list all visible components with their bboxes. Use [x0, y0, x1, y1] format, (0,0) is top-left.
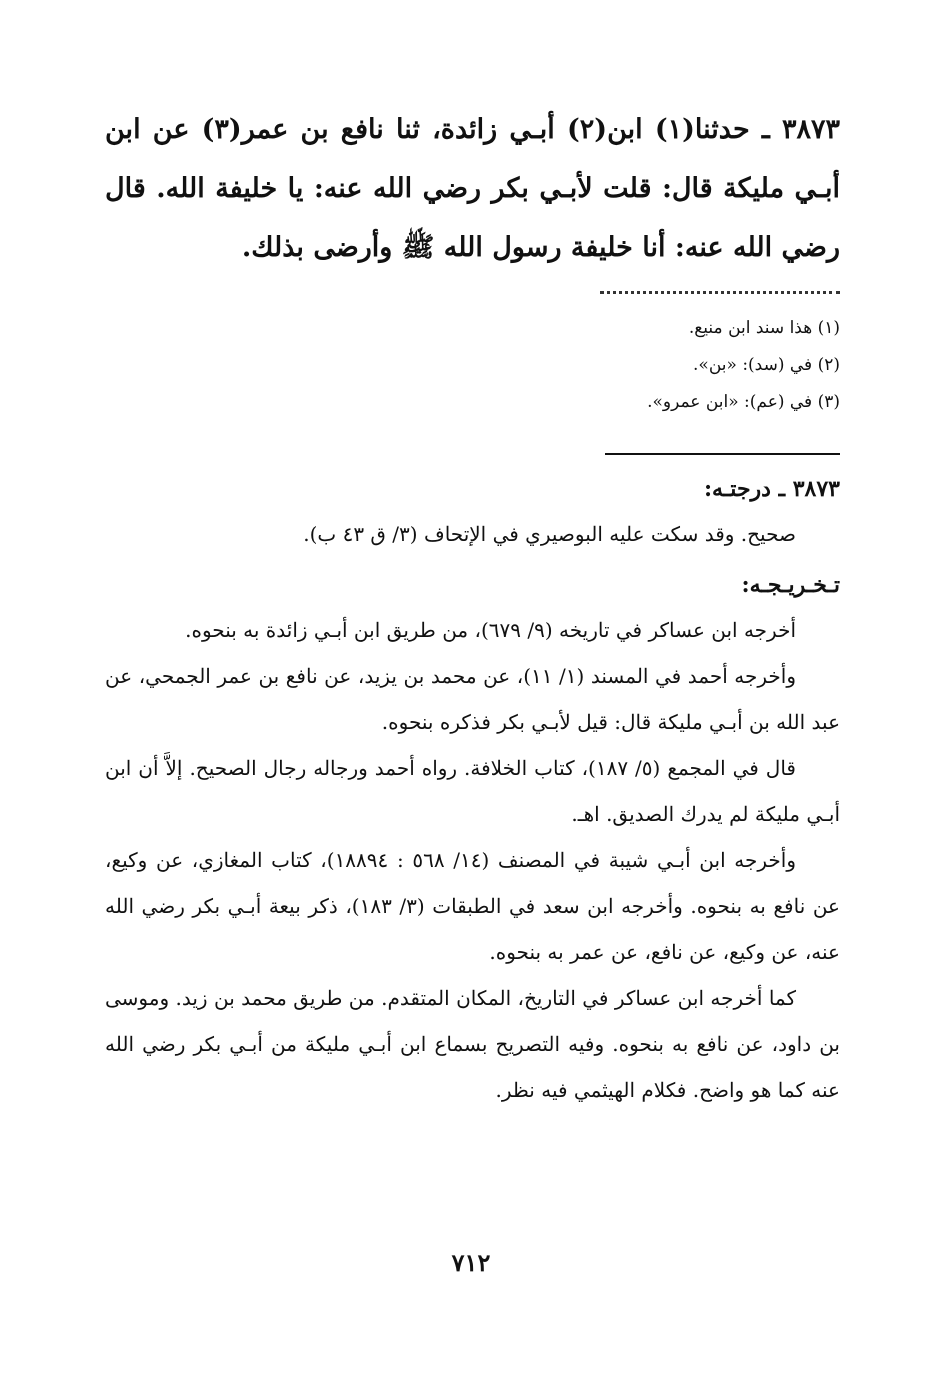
takhrij-paragraph-3: قال في المجمع (٥/ ١٨٧)، كتاب الخلافة. رواه أحمد ورجاله رجال الصحيح. إلاَّ أن ابن أبـي مليكة لم يدرك الصديق. اهـ. [105, 756, 840, 826]
takhrij-paragraph-4: وأخرجه ابن أبـي شيبة في المصنف (١٤/ ٥٦٨ : ١٨٨٩٤)، كتاب المغازي، عن وكيع، عن نافع به بنحوه. وأخرجه ابن سعد في الطبقات (٣/ ١٨٣)، ذكر بيعة أبـي بكر رضي الله عنه، عن وكيع، عن نافع، عن عمر به بنحوه. [105, 848, 840, 964]
hadith-text-block [105, 100, 840, 277]
page-content [105, 100, 840, 1113]
grading-text: صحيح. وقد سكت عليه البوصيري في الإتحاف (٣/ ق ٤٣ ب). [303, 522, 796, 546]
page-number: ٧١٢ [451, 1248, 491, 1277]
footnotes [105, 310, 840, 421]
footnote-1: (١) هذا سند ابن منيع. [688, 318, 840, 338]
footnote-2: (٢) في (سد): «بن». [693, 355, 840, 375]
grading-title: ٣٨٧٣ ـ درجتـه: [703, 476, 840, 502]
hadith-text: ـ حدثنا(١) ابن(٢) أبـي زائدة، ثنا نافع بن عمر(٣) عن ابن أبـي مليكة قال: قلت لأبـي بكر رضي الله عنه: يا خليفة الله. قال رضي الله عنه: أنا خليفة رسول الله ﷺ وأرضى بذلك. [105, 114, 840, 263]
takhrij-paragraph-1: أخرجه ابن عساكر في تاريخه (٩/ ٦٧٩)، من طريق ابن أبـي زائدة به بنحوه. [185, 618, 796, 642]
hadith-number: ٣٨٧٣ [781, 114, 840, 145]
section-divider [605, 453, 840, 455]
takhrij-paragraph-2: وأخرجه أحمد في المسند (١/ ١١)، عن محمد بن يزيد، عن نافع بن عمر الجمحي، عن عبد الله بن أبـي مليكة قال: قيل لأبـي بكر فذكره بنحوه. [105, 664, 840, 734]
takhrij-title: تـخـريـجـه: [741, 572, 840, 598]
takhrij-paragraph-5: كما أخرجه ابن عساكر في التاريخ، المكان المتقدم. من طريق محمد بن زيد. وموسى بن داود، عن نافع به بنحوه. وفيه التصريح بسماع ابن أبـي مليكة من أبـي بكر رضي الله عنه كما هو واضح. فكلام الهيثمي فيه نظر. [105, 986, 840, 1102]
footnote-3: (٣) في (عم): «ابن عمرو». [647, 392, 840, 412]
footnote-separator [600, 291, 840, 294]
